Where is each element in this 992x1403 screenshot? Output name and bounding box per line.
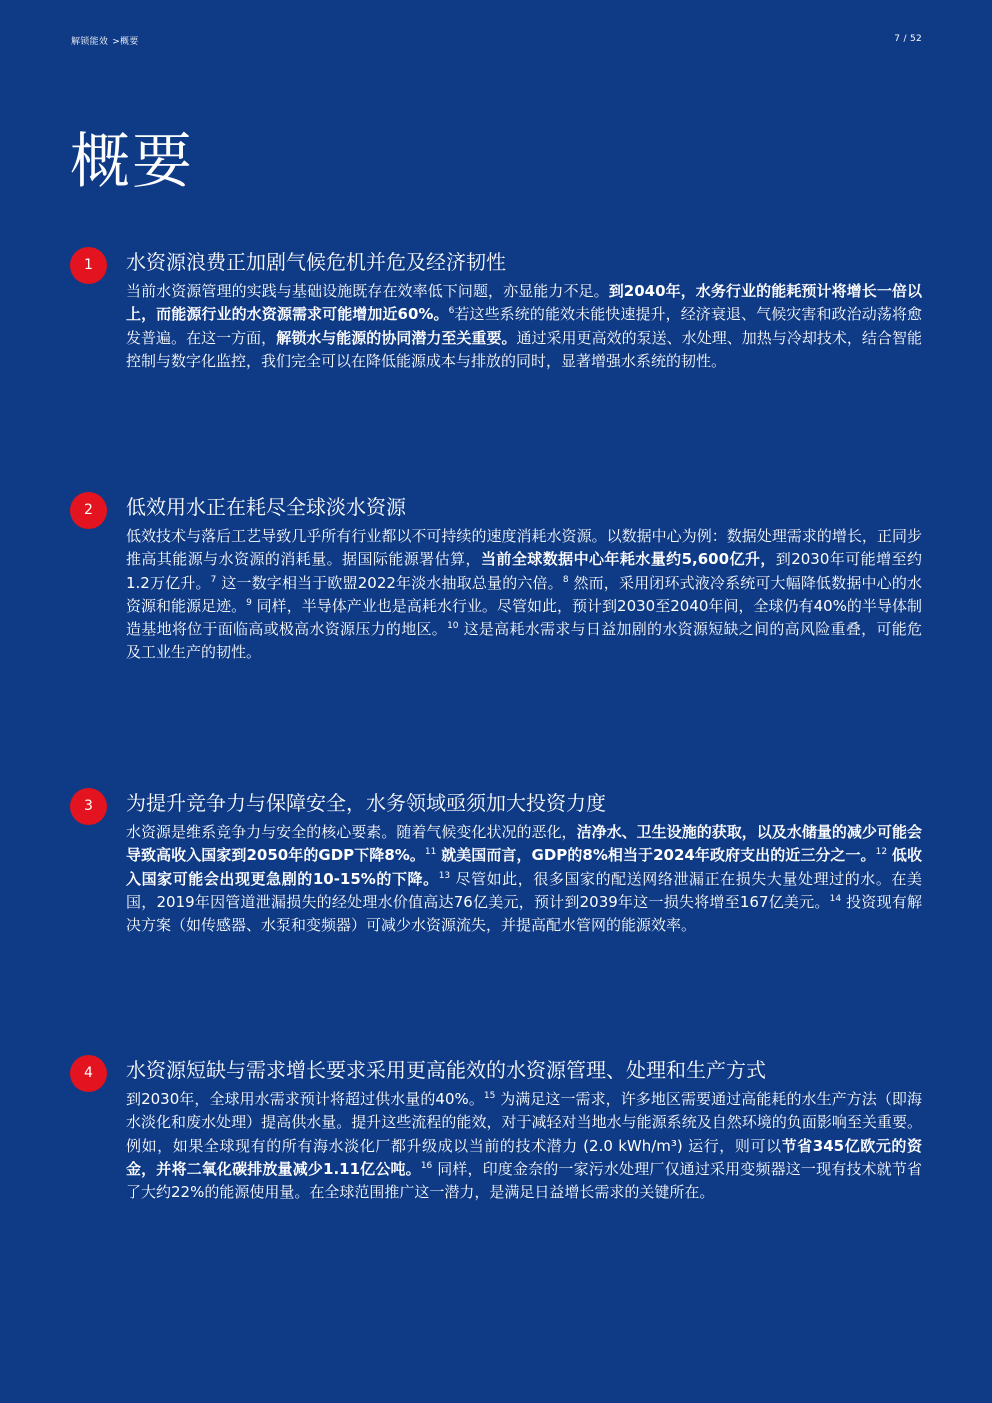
footnote-ref[interactable]: 8 (562, 574, 569, 585)
highlight-text: 到2040年，水务行业的能耗预计将增长一倍以上，而能源行业的水资源需求可能增加近60%。 (126, 282, 922, 324)
footnote-ref[interactable]: 13 (438, 870, 451, 881)
section-body: 水资源是维系竞争力与安全的核心要素。随着气候变化状况的恶化，洁净水、卫生设施的获取，以及水储量的减少可能会导致高收入国家到2050年的GDP下降8%。$^{11}$ 就美国而言，GDP的8%相当于2024年政府支出的近三分之一。$^{12}$ 低收入国家可能会出现更急剧的10-15%的下降。$^{13}$ 尽管如此，很多国家的配送网络泄漏正在损失大量处理过的水。在美国，2019年因管道泄漏损失的经处理水价值高达76亿美元，预计到2039年这一损失将增至167亿美元。$^{14}$ 投资现有解决方案（如传感器、水泵和变频器）可减少水资源流失，并提高配水管网的能源效率。 (126, 823, 922, 935)
highlight-text: 洁净水、卫生设施的获取，以及水储量的减少可能会导致高收入国家到2050年的GDP下降8%。 (126, 823, 922, 865)
section-title: 水资源浪费正加剧气候危机并危及经济韧性 (126, 250, 506, 274)
section-body: 到2030年，全球用水需求预计将超过供水量的40%。$^{15}$ 为满足这一需求，许多地区需要通过高能耗的水生产方法（即海水淡化和废水处理）提高供水量。提升这些流程的能效，对于减轻对当地水与能源系统及自然环境的负面影响至关重要。例如，如果全球现有的所有海水淡化厂都升级成以当前的技术潜力 (2.0 kWh/m³) 运行，则可以节省345亿欧元的资金，并将二氧化碳排放量减少1.11亿公吨。$^{16}$ 同样，印度金奈的一家污水处理厂仅通过采用变频器这一现有技术就节省了大约22%的能源使用量。在全球范围推广这一潜力，是满足日益增长需求的关键所在。 (126, 1090, 922, 1202)
footnote-ref[interactable]: 7 (210, 574, 217, 585)
footnote-ref[interactable]: 12 (875, 847, 888, 858)
footnote-ref[interactable]: 9 (246, 597, 252, 608)
section-number-badge: 3 (70, 788, 107, 825)
section-title: 低效用水正在耗尽全球淡水资源 (126, 495, 406, 519)
breadcrumb-root[interactable]: 解锁能效 (71, 37, 109, 47)
highlight-text: 解锁水与能源的协同潜力至关重要。 (276, 328, 517, 347)
footnote-ref[interactable]: 16 (420, 1160, 433, 1171)
footnote-ref[interactable]: 10 (447, 621, 459, 632)
page-header (71, 34, 922, 50)
breadcrumb-current: 概要 (120, 37, 139, 47)
footnote-ref[interactable]: 6 (448, 306, 455, 317)
section-number-badge: 1 (70, 247, 107, 284)
highlight-text: 低收入国家可能会出现更急剧的10-15%的下降。 (126, 846, 922, 888)
highlight-text: 节省345亿欧元的资金，并将二氧化碳排放量减少1.11亿公吨。 (126, 1136, 922, 1178)
footnote-ref[interactable]: 14 (829, 893, 842, 904)
section-number-badge: 2 (70, 492, 107, 529)
section-body: 当前水资源管理的实践与基础设施既存在效率低下问题，亦显能力不足。到2040年，水务行业的能耗预计将增长一倍以上，而能源行业的水资源需求可能增加近60%。$^6$若这些系统的能效未能快速提升，经济衰退、气候灾害和政治动荡将愈发普遍。在这一方面，解锁水与能源的协同潜力至关重要。通过采用更高效的泵送、水处理、加热与冷却技术，结合智能控制与数字化监控，我们完全可以在降低能源成本与排放的同时，显著增强水系统的韧性。 (126, 282, 922, 370)
breadcrumb-separator: > (112, 37, 121, 47)
footnote-ref[interactable]: 11 (424, 847, 437, 858)
section-number-badge: 4 (70, 1055, 107, 1092)
section-title: 为提升竞争力与保障安全，水务领域亟须加大投资力度 (126, 791, 606, 815)
highlight-text: 就美国而言，GDP的8%相当于2024年政府支出的近三分之一。 (441, 846, 876, 865)
footnote-ref[interactable]: 15 (483, 1091, 496, 1101)
page-title: 概要 (70, 127, 194, 197)
page-number: 7 / 52 (894, 34, 922, 44)
breadcrumb (71, 34, 139, 47)
section-body: 低效技术与落后工艺导致几乎所有行业都以不可持续的速度消耗水资源。以数据中心为例：数据处理需求的增长，正同步推高其能源与水资源的消耗量。据国际能源署估算，当前全球数据中心年耗水量约5,600亿升，到2030年可能增至约1.2万亿升。$^7$ 这一数字相当于欧盟2022年淡水抽取总量的六倍。$^8$ 然而，采用闭环式液冷系统可大幅降低数据中心的水资源和能源足迹。$^9$ 同样，半导体产业也是高耗水行业。尽管如此，预计到2030至2040年间，全球仍有40%的半导体制造基地将位于面临高或极高水资源压力的地区。$^{10}$ 这是高耗水需求与日益加剧的水资源短缺之间的高风险重叠，可能危及工业生产的韧性。 (126, 527, 922, 662)
highlight-text: 当前全球数据中心年耗水量约5,600亿升， (480, 550, 776, 569)
section-title: 水资源短缺与需求增长要求采用更高能效的水资源管理、处理和生产方式 (126, 1058, 766, 1082)
